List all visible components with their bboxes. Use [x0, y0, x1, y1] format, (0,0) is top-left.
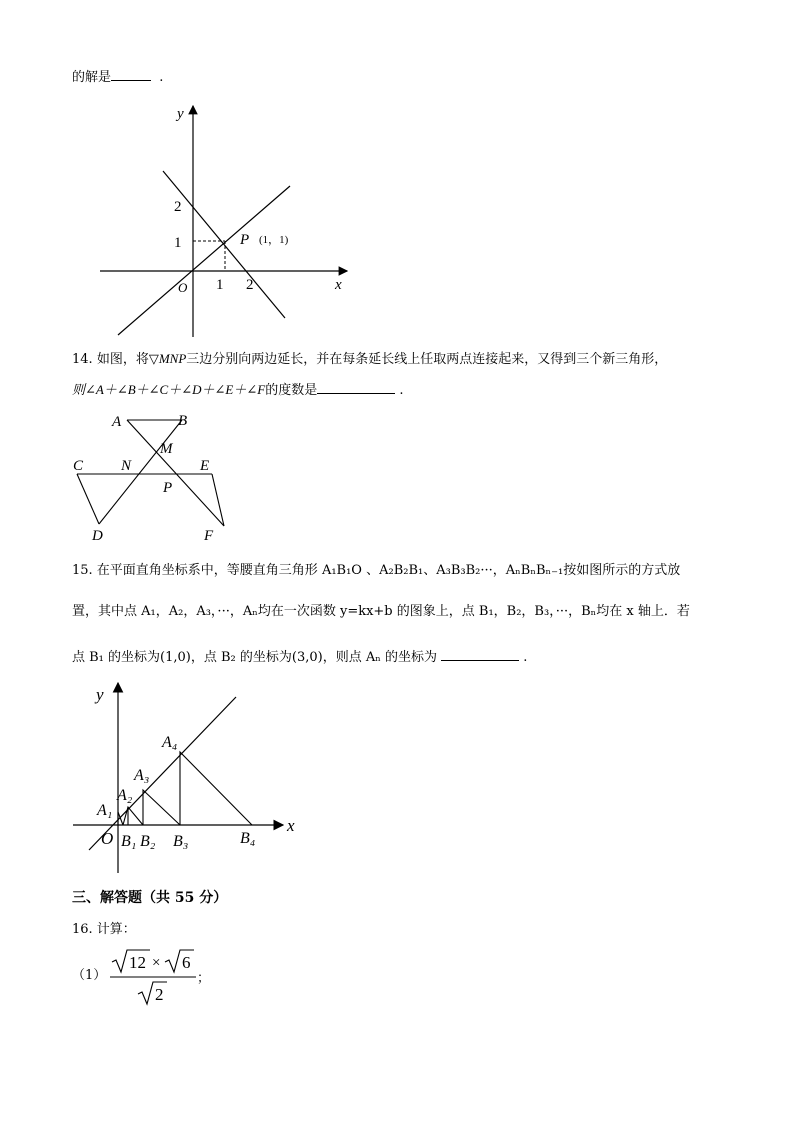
q13-origin-label: O [178, 280, 188, 295]
q16-part1-end: ； [197, 970, 211, 985]
q15-label-B3: B₃ [173, 833, 189, 850]
q14-triangle: ▽MNP [148, 351, 187, 366]
q15-label-B1: B₁ [121, 833, 137, 850]
q14-line1-b: 三边分别向两边延长，并在每条延长线上任取两点连接起来，又得到三个新三角形， [186, 352, 668, 367]
q14-label-P: P [163, 480, 173, 496]
q14-angles: 则∠A＋∠B＋∠C＋∠D＋∠E＋∠F [72, 382, 266, 397]
q14-label-D: D [92, 528, 103, 544]
q14-label-C: C [73, 458, 84, 474]
q15-line-ykxb [89, 697, 236, 850]
q16-num-b: 6 [182, 953, 191, 972]
q15-label-A3: A₃ [134, 767, 150, 784]
q13-tick-x1: 1 [216, 277, 224, 293]
q16-fraction [72, 948, 272, 1008]
q14-line2-b: 的度数是 [265, 383, 318, 398]
q15-label-A2: A₂ [117, 787, 133, 804]
q16-den: 2 [155, 985, 164, 1004]
q15-label-A1: A₁ [97, 802, 113, 819]
q15-y-label: y [96, 685, 104, 704]
q15-x-label: x [287, 816, 295, 835]
q13-point-coords: (1，1) [259, 234, 289, 246]
q16-part1-label: （1） [72, 968, 107, 983]
q15-end: . [523, 650, 528, 665]
q14-label-A: A [112, 414, 122, 430]
q14-line1-a: 如图，将 [96, 352, 149, 367]
q15-triangle-4 [180, 752, 252, 825]
q14-number: 14. [72, 352, 93, 367]
q14-end: . [399, 383, 404, 398]
q13-tick-y2: 2 [174, 199, 182, 215]
q16-part1 [72, 948, 272, 1008]
section-3-heading: 三、解答题（共 55 分） [72, 890, 228, 906]
q16-title: 16. 计算： [72, 922, 136, 937]
q13-tail-text: 的解是 [72, 70, 112, 85]
q15-label-B4: B₄ [240, 830, 256, 847]
q14-label-F: F [204, 528, 214, 544]
q13-x-label: x [335, 277, 342, 293]
q13-end: . [159, 70, 164, 85]
q15-origin-label: O [101, 829, 114, 848]
q15-triangle-2 [123, 807, 143, 825]
q13-point-label: P [240, 232, 250, 248]
q15-line2: 置，其中点 A₁，A₂，A₃，···，Aₙ均在一次函数 y=kx+b 的图象上，点 B₁，B₂，B₃，···，Bₙ均在 x 轴上．若 [72, 604, 690, 619]
q13-tick-y1: 1 [174, 235, 182, 251]
q14-label-M: M [160, 441, 173, 457]
q13-y-label: y [177, 106, 184, 122]
q15-label-A4: A₄ [162, 734, 178, 751]
q15-line3-a: 点 B₁ 的坐标为(1,0)，点 B₂ 的坐标为(3,0)，则点 Aₙ 的坐标为 [72, 650, 437, 665]
q16-times: × [152, 955, 161, 971]
q14-label-B: B [178, 413, 188, 429]
q15-triangle-3 [143, 790, 180, 825]
q14-label-N: N [121, 458, 132, 474]
q13-tick-x2: 2 [246, 277, 254, 293]
q16-num-a: 12 [129, 953, 146, 972]
q14-label-E: E [200, 458, 210, 474]
q15-label-B2: B₂ [140, 833, 156, 850]
q15-line1: 15. 在平面直角坐标系中，等腰直角三角形 A₁B₁O 、A₂B₂B₁、A₃B₃B₂···，AₙBₙBₙ₋₁按如图所示的方式放 [72, 563, 681, 578]
